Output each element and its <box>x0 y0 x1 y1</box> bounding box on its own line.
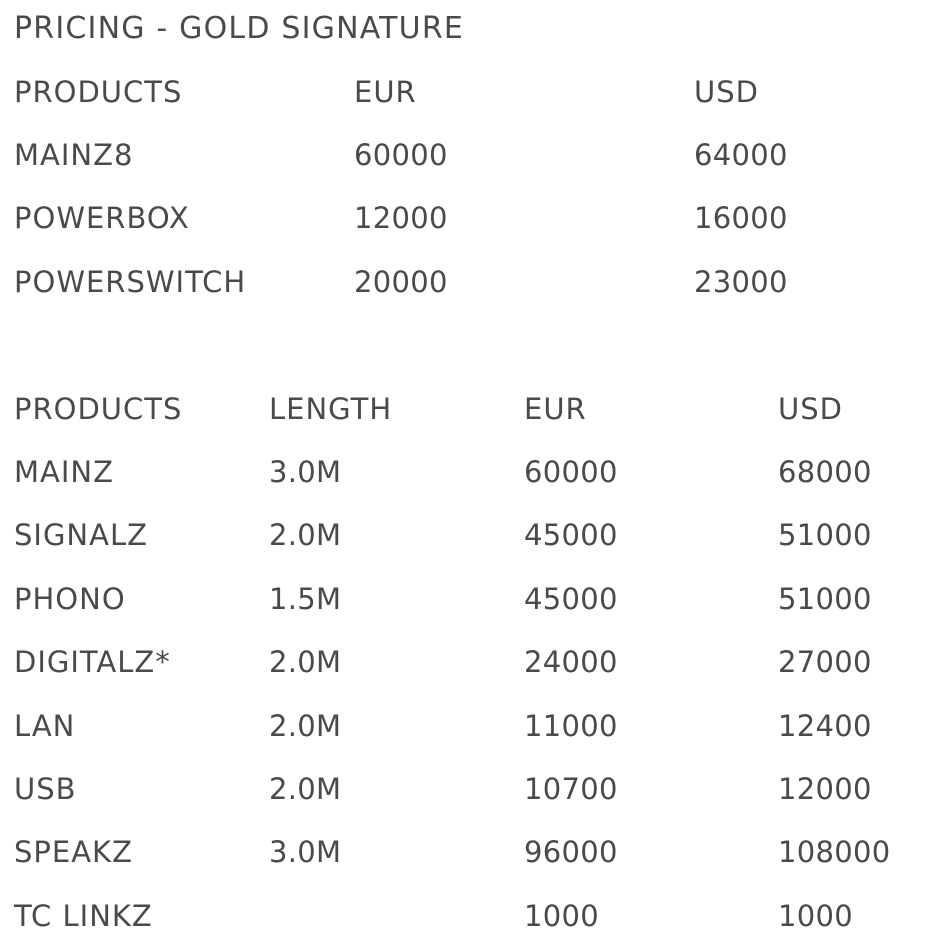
usd-cell: 1000 <box>778 898 854 933</box>
usd-cell: 12000 <box>778 772 872 807</box>
eur-cell: 45000 <box>524 581 618 616</box>
table-row <box>14 250 934 313</box>
eur-cell: 60000 <box>354 138 448 173</box>
length-cell: 3.0M <box>269 455 342 490</box>
eur-cell: 60000 <box>524 455 618 490</box>
length-cell: 3.0M <box>269 835 342 870</box>
usd-cell: 68000 <box>778 455 872 490</box>
usd-cell: 51000 <box>778 581 872 616</box>
eur-cell: 1000 <box>524 898 600 933</box>
products-cell: PHONO <box>14 581 126 616</box>
products-cell: DIGITALZ* <box>14 645 171 680</box>
products-cell: SIGNALZ <box>14 518 148 553</box>
table-header-row <box>14 60 934 123</box>
table-row <box>14 694 934 757</box>
eur-cell: 10700 <box>524 772 618 807</box>
eur-cell: 24000 <box>524 645 618 680</box>
usd-cell: 51000 <box>778 518 872 553</box>
table-row <box>14 567 934 630</box>
table-row <box>14 884 934 947</box>
products-header: PRODUCTS <box>14 74 183 109</box>
products-cell: POWERSWITCH <box>14 264 247 299</box>
eur-cell: 12000 <box>354 201 448 236</box>
usd-cell: 16000 <box>694 201 788 236</box>
page-title: PRICING - GOLD SIGNATURE <box>14 11 465 46</box>
usd-cell: 12400 <box>778 708 872 743</box>
usd-cell: 23000 <box>694 264 788 299</box>
table-row <box>14 631 934 694</box>
eur-cell: 20000 <box>354 264 448 299</box>
eur-cell: 96000 <box>524 835 618 870</box>
table-header-row <box>14 377 934 440</box>
products-cell: SPEAKZ <box>14 835 133 870</box>
length-cell: 2.0M <box>269 518 342 553</box>
table-row <box>14 821 934 884</box>
table-row <box>14 504 934 567</box>
products-cell: USB <box>14 772 77 807</box>
products-cell: TC LINKZ <box>14 898 153 933</box>
length-cell: 2.0M <box>269 645 342 680</box>
products-cell: POWERBOX <box>14 201 190 236</box>
table-row <box>14 123 934 186</box>
main-products-table <box>14 60 934 314</box>
length-cell: 2.0M <box>269 772 342 807</box>
products-cell: MAINZ <box>14 455 114 490</box>
table-row <box>14 440 934 503</box>
length-header: LENGTH <box>269 391 393 426</box>
usd-cell: 108000 <box>778 835 891 870</box>
products-header: PRODUCTS <box>14 391 183 426</box>
eur-cell: 45000 <box>524 518 618 553</box>
table-row <box>14 187 934 250</box>
cable-products-table <box>14 377 934 948</box>
eur-header: EUR <box>354 74 417 109</box>
table-row <box>14 757 934 820</box>
products-cell: MAINZ8 <box>14 138 134 173</box>
usd-header: USD <box>694 74 759 109</box>
length-cell <box>269 884 524 947</box>
usd-header: USD <box>778 391 843 426</box>
length-cell: 1.5M <box>269 581 342 616</box>
products-cell: LAN <box>14 708 76 743</box>
eur-header: EUR <box>524 391 587 426</box>
usd-cell: 27000 <box>778 645 872 680</box>
eur-cell: 11000 <box>524 708 618 743</box>
usd-cell: 64000 <box>694 138 788 173</box>
length-cell: 2.0M <box>269 708 342 743</box>
